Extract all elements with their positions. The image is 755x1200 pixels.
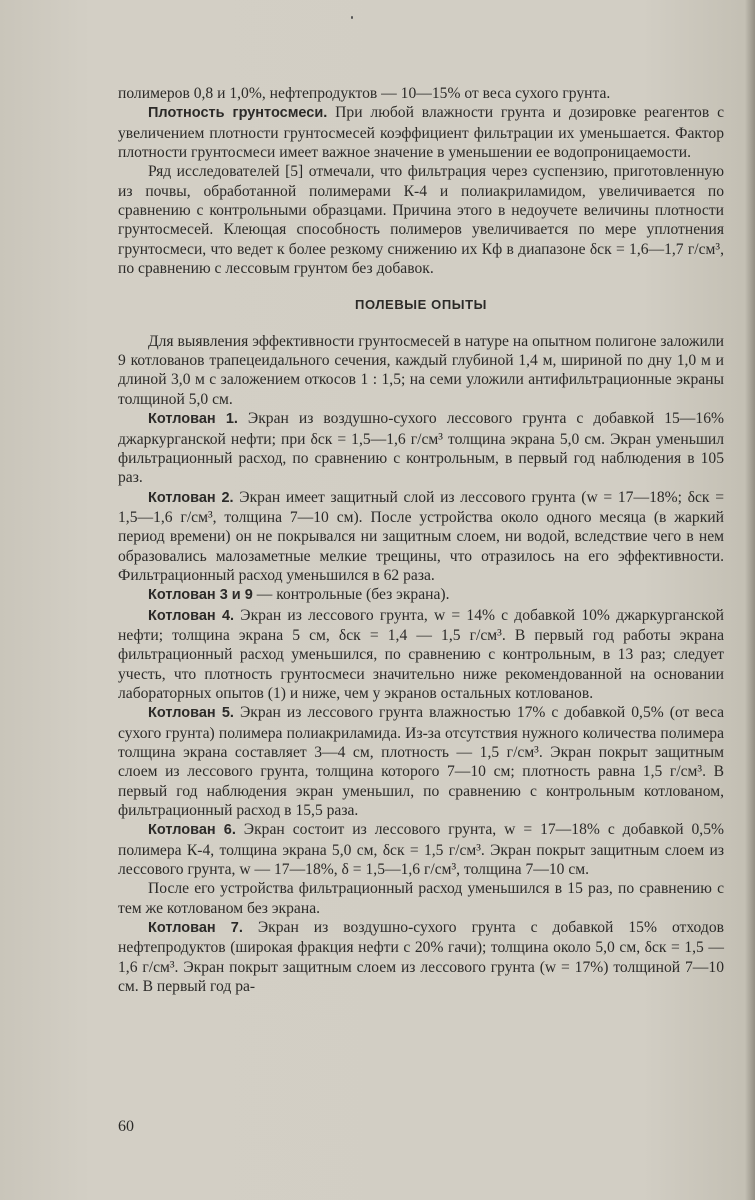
print-speck bbox=[351, 16, 353, 19]
paragraph-researchers bbox=[118, 162, 724, 278]
paragraph-text: Экран из воздушно-сухого грунта с добавкой 15% отходов нефтепродуктов (широкая фракция нефти с 20% гачи); толщина около 5,0 см, δск = 1,5 — 1,6 г/см³. Экран покрыт защитным слоем из лессового грунта (w = 17%) толщиной 7—10 см. В первый год ра- bbox=[118, 919, 724, 996]
paragraph-lead: Плотность грунтосмеси. bbox=[148, 105, 328, 122]
paragraph-pit-6 bbox=[118, 820, 724, 879]
paragraph-text: полимеров 0,8 и 1,0%, нефтепродуктов — 10—15% от веса сухого грунта. bbox=[118, 85, 611, 102]
paragraph-continuation bbox=[118, 84, 724, 103]
paragraph-lead: Котлован 2. bbox=[148, 489, 234, 506]
paragraph-lead: Котлован 4. bbox=[148, 607, 235, 624]
section-title: ПОЛЕВЫЕ ОПЫТЫ bbox=[355, 297, 487, 313]
paragraph-text: Экран состоит из лессового грунта, w = 17—18% с добавкой 0,5% полимера К-4, толщина экрана 5,0 см, δск = 1,5 г/см³. Экран покрыт защитным слоем из лессового грунта, w — 17—18%, δ = 1,5—1,6 г/см³, толщина 7—10 см. bbox=[118, 821, 724, 879]
paragraph-text: При любой влажности грунта и дозировке реагентов с увеличением плотности грунтосмесей коэффициент фильтрации их уменьшается. Фактор плотности грунтосмеси имеет важное значение в уменьшении ее водопроницаемости. bbox=[118, 104, 724, 162]
paragraph-lead: Котлован 6. bbox=[148, 822, 236, 839]
paragraph-lead: Котлован 7. bbox=[148, 920, 243, 937]
paragraph-lead: Котлован 3 и 9 bbox=[148, 587, 253, 604]
paragraph-pit-3-9 bbox=[118, 585, 724, 605]
paragraph-pit-7 bbox=[118, 918, 724, 996]
paragraph-lead: Котлован 5. bbox=[148, 705, 234, 722]
paragraph-pit-6-result bbox=[118, 879, 724, 918]
page-number: 60 bbox=[118, 1118, 134, 1135]
paragraph-text: Ряд исследователей [5] отмечали, что фильтрация через суспензию, приготовленную из почвы, обработанной полимерами К-4 и полиакриламидом, увеличивается по сравнению с контрольными образцами. Причина этого в недоучете величины плотности грунтосмесей. Клеющая способность полимеров увеличивается по мере уплотнения грунтосмеси, что ведет к более резкому снижению их Кф в диапазоне δск = 1,6—1,7 г/см³, по сравнению с лессовым грунтом без добавок. bbox=[118, 163, 724, 278]
paragraph-text: Экран имеет защитный слой из лессового грунта (w = 17—18%; δск = 1,5—1,6 г/см³, толщина 7—10 см). После устройства около одного месяца (в жаркий период времени) он не покрывался ни защитным слоем, ни водой, вследствие чего в нем образовались малозаметные мелкие трещины, что отразилось на его эффективности. Фильтрационный расход уменьшился в 62 раза. bbox=[118, 488, 724, 584]
paragraph-pit-4 bbox=[118, 606, 724, 704]
paragraph-text: Экран из лессового грунта влажностью 17% с добавкой 0,5% (от веса сухого грунта) полимера полиакриламида. Из-за отсутствия нужного количества полимера толщина экрана составляет 3—4 см, плотность — 1,5 г/см³. Экран покрыт защитным слоем из лессового грунта, толщина которого 7—10 см; плотность равна 1,5 г/см³. В первый год наблюдения экран уменьшил, по сравнению с контрольным котлованом, фильтрационный расход в 15,5 раза. bbox=[118, 704, 724, 820]
paragraph-text: Для выявления эффективности грунтосмесей в натуре на опытном полигоне заложили 9 котлованов трапецеидального сечения, каждый глубиной 1,4 м, шириной по дну 1,0 м и длиной 3,0 м с заложением откосов 1 : 1,5; на семи уложили антифильтрационные экраны толщиной 5,0 см. bbox=[118, 332, 724, 408]
paragraph-pit-1 bbox=[118, 409, 724, 487]
paragraph-pit-5 bbox=[118, 703, 724, 820]
paragraph-intro bbox=[118, 332, 724, 409]
paragraph-text: Экран из воздушно-сухого лессового грунта с добавкой 15—16% джаркурганской нефти; при δск = 1,5—1,6 г/см³ толщина экрана 5,0 см. Экран уменьшил фильтрационный расход, по сравнению с контрольным, в первый год наблюдения в 105 раз. bbox=[118, 410, 724, 487]
paragraph-text: — контрольные (без экрана). bbox=[252, 586, 450, 604]
paragraph-text: Экран из лессового грунта, w = 14% с добавкой 10% джаркурганской нефти; толщина экрана 5 см, δск = 1,4 — 1,5 г/см³. В первый год работы экрана фильтрационный расход уменьшился, по сравнению с контрольным, в 13 раз; следует учесть, что плотность грунтосмеси значительно ниже рекомендованной на основании лабораторных опытов (1) и ниже, чем у экранов остальных котлованов. bbox=[118, 606, 724, 702]
paragraph-density bbox=[118, 103, 724, 162]
page-edge-shadow bbox=[745, 0, 755, 1200]
paragraph-lead: Котлован 1. bbox=[148, 411, 238, 428]
text-body bbox=[118, 84, 724, 996]
paragraph-pit-2 bbox=[118, 488, 724, 586]
paragraph-text: После его устройства фильтрационный расход уменьшился в 15 раз, по сравнению с тем же котлованом без экрана. bbox=[118, 880, 724, 917]
